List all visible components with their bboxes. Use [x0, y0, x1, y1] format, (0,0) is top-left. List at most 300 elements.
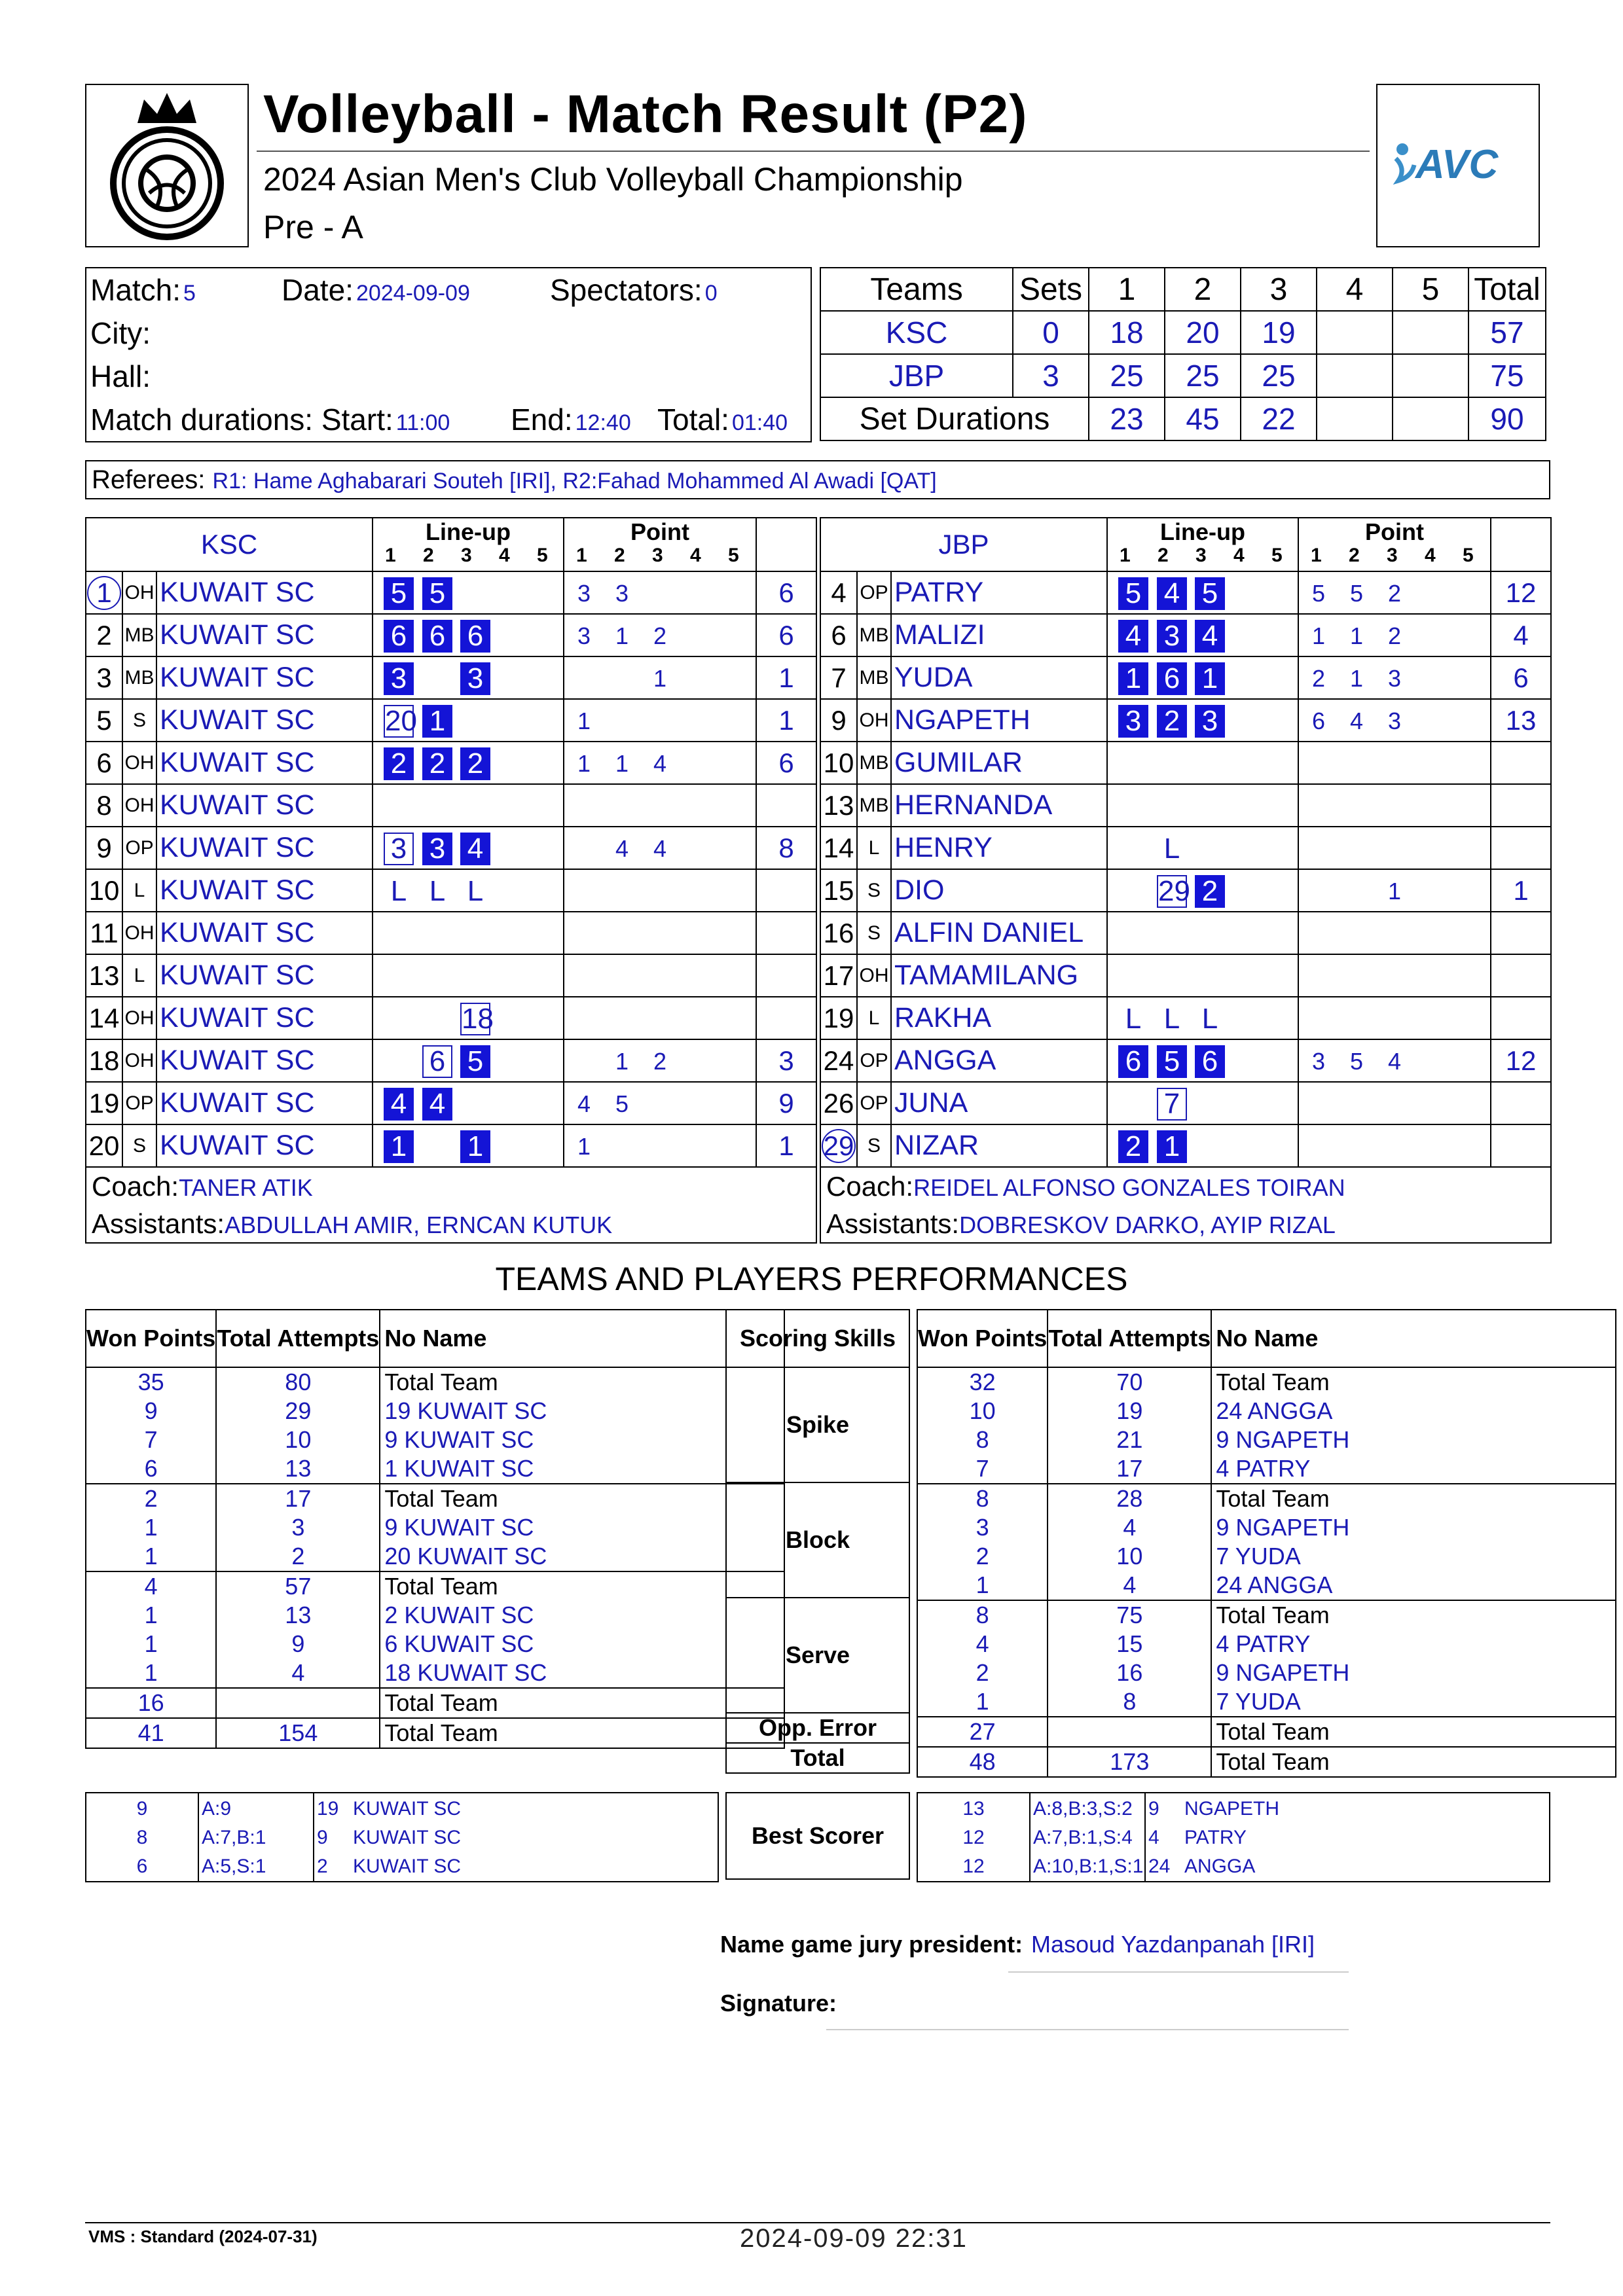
competition-name: 2024 Asian Men's Club Volleyball Championship	[263, 161, 963, 198]
best-scorer-team-b	[917, 1792, 1550, 1882]
player-total-points	[1491, 912, 1551, 954]
championship-logo	[85, 84, 249, 247]
set-score-table	[820, 267, 1546, 441]
score-header-cell: Total	[1468, 268, 1546, 311]
won-points-value: 7	[86, 1426, 216, 1454]
performance-row	[917, 1717, 1616, 1747]
player-number	[820, 1124, 857, 1167]
player-total-points	[1491, 784, 1551, 827]
coach-row	[86, 1167, 816, 1205]
footer-divider	[85, 2222, 1550, 2223]
player-or-team: Total Team	[1216, 1369, 1330, 1395]
performance-row	[86, 1397, 784, 1426]
player-number-text: 6	[96, 747, 112, 778]
starting-position-mark: 3	[1118, 705, 1148, 738]
won-points-value: 1	[86, 1542, 216, 1571]
best-scorer-points: 6	[86, 1852, 198, 1882]
lineup-header	[373, 518, 564, 571]
score-cell: 25	[1165, 354, 1241, 397]
best-scorer-name: KUWAIT SC	[353, 1798, 462, 1820]
total-attempts-header: Total Attempts	[216, 1310, 380, 1367]
player-name: KUWAIT SC	[156, 954, 373, 997]
won-points-value: 1	[917, 1687, 1048, 1717]
coach-name: TANER ATIK	[179, 1174, 313, 1201]
total-attempts-value: 4	[1048, 1513, 1211, 1542]
best-scorer-number: 2	[317, 1856, 328, 1877]
player-total-points	[1491, 742, 1551, 784]
point-title: Point	[1365, 518, 1424, 545]
lineup-cell	[1107, 699, 1298, 742]
player-name: KUWAIT SC	[156, 827, 373, 869]
player-number-text: 6	[831, 619, 847, 651]
performance-row	[86, 1484, 784, 1513]
starting-position-mark: 2	[460, 747, 490, 780]
player-or-team: 6 KUWAIT SC	[384, 1630, 534, 1657]
won-points-value: 1	[86, 1513, 216, 1542]
starting-position-mark: 5	[460, 1045, 490, 1078]
player-total-points	[756, 912, 816, 954]
best-scorer-team-a	[85, 1792, 719, 1882]
player-total-points: 6	[756, 571, 816, 614]
player-position: S	[122, 699, 156, 742]
score-header-cell: 1	[1089, 268, 1165, 311]
set-number-label: 4	[499, 545, 510, 566]
set-points: 3	[1388, 665, 1402, 692]
starting-position-mark: 6	[1157, 662, 1187, 695]
lineup-cell	[373, 1124, 564, 1167]
best-scorer-breakdown: A:7,B:1,S:4	[1030, 1823, 1145, 1852]
player-name: JUNA	[891, 1082, 1107, 1124]
score-cell: 3	[1013, 354, 1089, 397]
best-scorer-row	[86, 1793, 718, 1823]
player-total-points: 6	[756, 614, 816, 656]
performance-row	[917, 1600, 1616, 1630]
player-position: S	[122, 1124, 156, 1167]
performance-row	[917, 1513, 1616, 1542]
points-cell	[564, 1124, 756, 1167]
captain-marker: 29	[822, 1129, 856, 1163]
performance-row	[917, 1367, 1616, 1397]
score-cell	[1317, 311, 1393, 354]
player-number-text: 10	[823, 747, 854, 778]
starting-position-mark: 5	[384, 577, 414, 610]
score-header-cell: Sets	[1013, 268, 1089, 311]
player-position: MB	[857, 614, 891, 656]
libero-mark: L	[467, 875, 484, 907]
player-row	[820, 614, 1551, 656]
score-cell: 57	[1468, 311, 1546, 354]
player-name: KUWAIT SC	[156, 699, 373, 742]
point-title: Point	[630, 518, 689, 545]
match-total-duration: Total: 01:40	[657, 403, 788, 437]
starting-position-mark: 1	[460, 1130, 490, 1163]
player-or-team: 24 ANGGA	[1211, 1571, 1616, 1600]
roster-table	[820, 517, 1552, 1244]
jury-president-value: Masoud Yazdanpanah [IRI]	[1031, 1931, 1315, 1958]
player-number	[86, 699, 122, 742]
player-total-points	[756, 784, 816, 827]
libero-mark: L	[1163, 1003, 1180, 1035]
player-or-team: 9 KUWAIT SC	[384, 1514, 534, 1541]
player-number	[86, 912, 122, 954]
player-position: MB	[122, 656, 156, 699]
best-scorer-number: 19	[317, 1798, 339, 1820]
player-row	[820, 1039, 1551, 1082]
starting-position-mark: 4	[1195, 620, 1225, 653]
score-header-row	[820, 268, 1546, 311]
set-points: 3	[577, 580, 591, 607]
won-points-value: 48	[917, 1747, 1048, 1777]
player-total-points: 6	[756, 742, 816, 784]
player-total-points: 12	[1491, 571, 1551, 614]
referees-panel	[85, 460, 1550, 499]
player-number-text: 5	[96, 704, 112, 736]
player-position: OH	[857, 954, 891, 997]
assistants-row	[86, 1205, 816, 1243]
won-points-header: Won Points	[917, 1310, 1048, 1367]
title-divider	[257, 151, 1370, 152]
player-total-points	[756, 954, 816, 997]
set-number-label: 3	[461, 545, 472, 566]
starting-position-mark: 3	[384, 662, 414, 695]
player-row	[820, 869, 1551, 912]
score-header-cell: 5	[1393, 268, 1468, 311]
player-name: KUWAIT SC	[156, 614, 373, 656]
won-points-value: 1	[917, 1571, 1048, 1600]
player-row	[86, 571, 816, 614]
roster-team-b	[820, 517, 1552, 1244]
player-row	[86, 912, 816, 954]
set-number-label: 1	[385, 545, 396, 566]
set-number-label: 4	[1425, 545, 1436, 566]
total-attempts-value: 21	[1048, 1426, 1211, 1454]
player-number-text: 26	[823, 1087, 854, 1119]
player-row	[820, 1124, 1551, 1167]
won-points-value: 32	[917, 1367, 1048, 1397]
player-name: KUWAIT SC	[156, 912, 373, 954]
player-total-points: 1	[756, 699, 816, 742]
lineup-cell	[373, 699, 564, 742]
starting-position-mark: 4	[460, 833, 490, 865]
starting-position-mark: 3	[1195, 705, 1225, 738]
player-total-points	[1491, 1082, 1551, 1124]
player-position: L	[857, 997, 891, 1039]
signature-label: Signature:	[720, 1990, 837, 2017]
player-number	[86, 997, 122, 1039]
set-points: 2	[653, 1048, 667, 1075]
won-points-value: 16	[86, 1688, 216, 1718]
page-title: Volleyball - Match Result (P2)	[263, 84, 1028, 144]
won-points-value: 8	[917, 1600, 1048, 1630]
score-cell	[1393, 354, 1468, 397]
starting-position-mark: 1	[1118, 662, 1148, 695]
captain-marker: 1	[87, 576, 121, 610]
player-total-points	[1491, 997, 1551, 1039]
player-row	[86, 954, 816, 997]
player-position: L	[857, 827, 891, 869]
match-info-panel	[85, 267, 812, 442]
starting-position-mark: 2	[1195, 875, 1225, 908]
player-number	[820, 656, 857, 699]
starting-position-mark: 4	[1118, 620, 1148, 653]
points-cell	[564, 614, 756, 656]
set-points: 4	[577, 1090, 591, 1117]
starting-position-mark: 1	[384, 1130, 414, 1163]
player-or-team: 18 KUWAIT SC	[380, 1659, 784, 1688]
points-cell	[1298, 954, 1491, 997]
signature-line	[826, 2029, 1349, 2030]
player-number	[820, 784, 857, 827]
won-points-value: 2	[917, 1659, 1048, 1687]
score-cell: 25	[1241, 354, 1317, 397]
starting-position-mark: 3	[422, 833, 452, 865]
starting-position-mark: 5	[1118, 577, 1148, 610]
set-number-label: 3	[1387, 545, 1398, 566]
points-cell	[1298, 1039, 1491, 1082]
player-or-team: Total Team	[380, 1688, 784, 1718]
set-points: 1	[615, 1048, 629, 1075]
lineup-cell	[373, 912, 564, 954]
performance-row	[917, 1542, 1616, 1571]
point-header	[564, 518, 756, 571]
player-position: OH	[122, 571, 156, 614]
set-number-label: 3	[652, 545, 663, 566]
player-total-points: 1	[756, 656, 816, 699]
player-or-team: 7 YUDA	[1216, 1543, 1301, 1570]
player-or-team: Total Team	[384, 1369, 498, 1395]
player-row	[86, 742, 816, 784]
set-points: 3	[1388, 708, 1402, 734]
player-name: HERNANDA	[891, 784, 1107, 827]
roster-team-name: KSC	[86, 518, 373, 571]
performances-title: TEAMS AND PLAYERS PERFORMANCES	[495, 1261, 1128, 1297]
won-points-header: Won Points	[86, 1310, 216, 1367]
player-number	[86, 1082, 122, 1124]
set-number-label: 2	[614, 545, 625, 566]
won-points-value: 2	[86, 1484, 216, 1513]
player-number	[86, 656, 122, 699]
starting-position-mark: 6	[422, 620, 452, 653]
player-or-team: 24 ANGGA	[1216, 1397, 1333, 1424]
player-total-points: 9	[756, 1082, 816, 1124]
player-total-points: 1	[1491, 869, 1551, 912]
player-row	[820, 656, 1551, 699]
set-points: 4	[615, 835, 629, 862]
player-name: RAKHA	[891, 997, 1107, 1039]
lineup-title: Line-up	[426, 518, 511, 545]
player-or-team: Total Team	[1211, 1747, 1616, 1777]
player-number-text: 11	[90, 917, 119, 948]
set-points: 1	[615, 750, 629, 777]
set-points: 5	[1350, 1048, 1364, 1075]
player-number-text: 15	[823, 874, 854, 906]
set-durations-row	[820, 397, 1546, 440]
score-row-team-b	[820, 354, 1546, 397]
won-points-value: 41	[86, 1718, 216, 1748]
player-total-points: 6	[1491, 656, 1551, 699]
performance-row	[86, 1426, 784, 1454]
starting-position-mark: 4	[384, 1088, 414, 1121]
won-points-value: 27	[917, 1717, 1048, 1747]
best-scorer-table	[85, 1792, 719, 1882]
player-row	[86, 827, 816, 869]
performance-table	[917, 1309, 1616, 1778]
player-row	[86, 869, 816, 912]
player-name: YUDA	[891, 656, 1107, 699]
best-scorer-name: PATRY	[1184, 1827, 1247, 1848]
lineup-cell	[1107, 912, 1298, 954]
no-name-header: No Name	[380, 1310, 784, 1367]
performance-row	[86, 1659, 784, 1688]
player-name: KUWAIT SC	[156, 1039, 373, 1082]
libero-mark: L	[429, 875, 446, 907]
player-number-text: 10	[88, 874, 120, 906]
points-cell	[564, 1082, 756, 1124]
performance-row	[86, 1513, 784, 1542]
substitution-mark: 18	[462, 1003, 494, 1035]
player-name: KUWAIT SC	[156, 742, 373, 784]
set-points: 1	[577, 750, 591, 777]
starting-position-mark: 1	[1195, 662, 1225, 695]
won-points-value: 35	[86, 1367, 216, 1397]
competition-phase: Pre - A	[263, 209, 363, 245]
performance-table	[85, 1309, 785, 1749]
won-points-value: 6	[86, 1454, 216, 1484]
lineup-cell	[373, 742, 564, 784]
starting-position-mark: 6	[460, 620, 490, 653]
player-or-team: Total Team	[380, 1718, 784, 1748]
set-points: 1	[577, 1133, 591, 1160]
best-scorer-name: KUWAIT SC	[353, 1856, 462, 1877]
set-points: 1	[577, 708, 591, 734]
set-points: 5	[1312, 580, 1326, 607]
total-attempts-value: 28	[1048, 1484, 1211, 1513]
substitution-mark: 20	[385, 705, 417, 737]
score-header-cell: 2	[1165, 268, 1241, 311]
set-points: 1	[1388, 878, 1402, 905]
best-scorer-points: 12	[917, 1852, 1030, 1882]
lineup-cell	[1107, 742, 1298, 784]
lineup-header	[1107, 518, 1298, 571]
score-cell: 25	[1089, 354, 1165, 397]
lineup-cell	[1107, 869, 1298, 912]
no-name-header: No Name	[1211, 1310, 1616, 1367]
score-cell: 75	[1468, 354, 1546, 397]
player-number-text: 9	[831, 704, 847, 736]
player-row	[820, 954, 1551, 997]
player-position: OP	[857, 1039, 891, 1082]
best-scorer-number: 9	[317, 1827, 328, 1848]
player-position: S	[857, 1124, 891, 1167]
player-position: MB	[857, 784, 891, 827]
performance-row	[86, 1601, 784, 1630]
total-attempts-value: 173	[1048, 1747, 1211, 1777]
total-attempts-value: 70	[1048, 1367, 1211, 1397]
player-or-team: 7 YUDA	[1211, 1687, 1616, 1717]
print-timestamp: 2024-09-09 22:31	[740, 2224, 968, 2253]
score-cell	[1317, 354, 1393, 397]
coach-label: Coach:	[826, 1170, 914, 1202]
score-cell: JBP	[820, 354, 1013, 397]
starting-position-mark: 3	[460, 662, 490, 695]
assistants-label: Assistants:	[826, 1208, 960, 1239]
player-position: OH	[122, 997, 156, 1039]
referees-label: Referees:	[92, 465, 206, 494]
set-points: 1	[615, 622, 629, 649]
lineup-cell	[373, 954, 564, 997]
player-number-text: 3	[96, 662, 112, 693]
performance-row	[917, 1630, 1616, 1659]
won-points-value: 3	[917, 1513, 1048, 1542]
score-cell: 20	[1165, 311, 1241, 354]
player-row	[820, 997, 1551, 1039]
player-number-text: 18	[88, 1045, 120, 1076]
player-row	[820, 827, 1551, 869]
won-points-value: 8	[917, 1426, 1048, 1454]
points-cell	[1298, 1124, 1491, 1167]
performance-row	[86, 1454, 784, 1484]
player-position: S	[857, 869, 891, 912]
lineup-cell	[1107, 827, 1298, 869]
starting-position-mark: 4	[1157, 577, 1187, 610]
best-scorer-breakdown: A:10,B:1,S:1	[1030, 1852, 1145, 1882]
set-number-label: 4	[690, 545, 701, 566]
set-number-label: 4	[1233, 545, 1245, 566]
player-number	[86, 869, 122, 912]
player-position: OP	[857, 1082, 891, 1124]
set-number-label: 5	[728, 545, 739, 566]
substitution-mark: 3	[384, 833, 414, 865]
set-number-label: 5	[1271, 545, 1283, 566]
performance-row	[917, 1687, 1616, 1717]
scoring-skills-table	[725, 1309, 910, 1774]
assistants-label: Assistants:	[92, 1208, 225, 1239]
player-or-team: Total Team	[384, 1573, 498, 1600]
player-or-team: 2 KUWAIT SC	[384, 1602, 534, 1628]
score-cell: 19	[1241, 311, 1317, 354]
set-number-label: 2	[1349, 545, 1360, 566]
lineup-cell	[1107, 1124, 1298, 1167]
total-header	[756, 518, 816, 571]
player-name: ANGGA	[891, 1039, 1107, 1082]
set-number-label: 1	[1311, 545, 1322, 566]
player-name: TAMAMILANG	[891, 954, 1107, 997]
skill-serve: Serve	[726, 1598, 909, 1713]
best-scorer-table	[917, 1792, 1550, 1882]
player-total-points: 4	[1491, 614, 1551, 656]
player-name: ALFIN DANIEL	[891, 912, 1107, 954]
best-scorer-number: 24	[1148, 1856, 1171, 1877]
avc-logo	[1376, 84, 1540, 247]
player-position: OH	[122, 784, 156, 827]
starting-position-mark: 1	[422, 705, 452, 738]
score-header-cell: Teams	[820, 268, 1013, 311]
player-or-team: Total Team	[1216, 1602, 1330, 1628]
best-scorer-points: 9	[86, 1793, 198, 1823]
player-position: OH	[122, 742, 156, 784]
best-scorer-name: NGAPETH	[1184, 1798, 1280, 1820]
lineup-cell	[1107, 571, 1298, 614]
best-scorer-name: ANGGA	[1184, 1856, 1256, 1877]
player-row	[820, 699, 1551, 742]
total-attempts-value	[216, 1688, 380, 1718]
player-row	[86, 1039, 816, 1082]
player-number	[820, 742, 857, 784]
score-row-team-a	[820, 311, 1546, 354]
best-scorer-name: KUWAIT SC	[353, 1827, 462, 1848]
set-duration-cell	[1317, 397, 1393, 440]
total-attempts-value: 10	[216, 1426, 380, 1454]
